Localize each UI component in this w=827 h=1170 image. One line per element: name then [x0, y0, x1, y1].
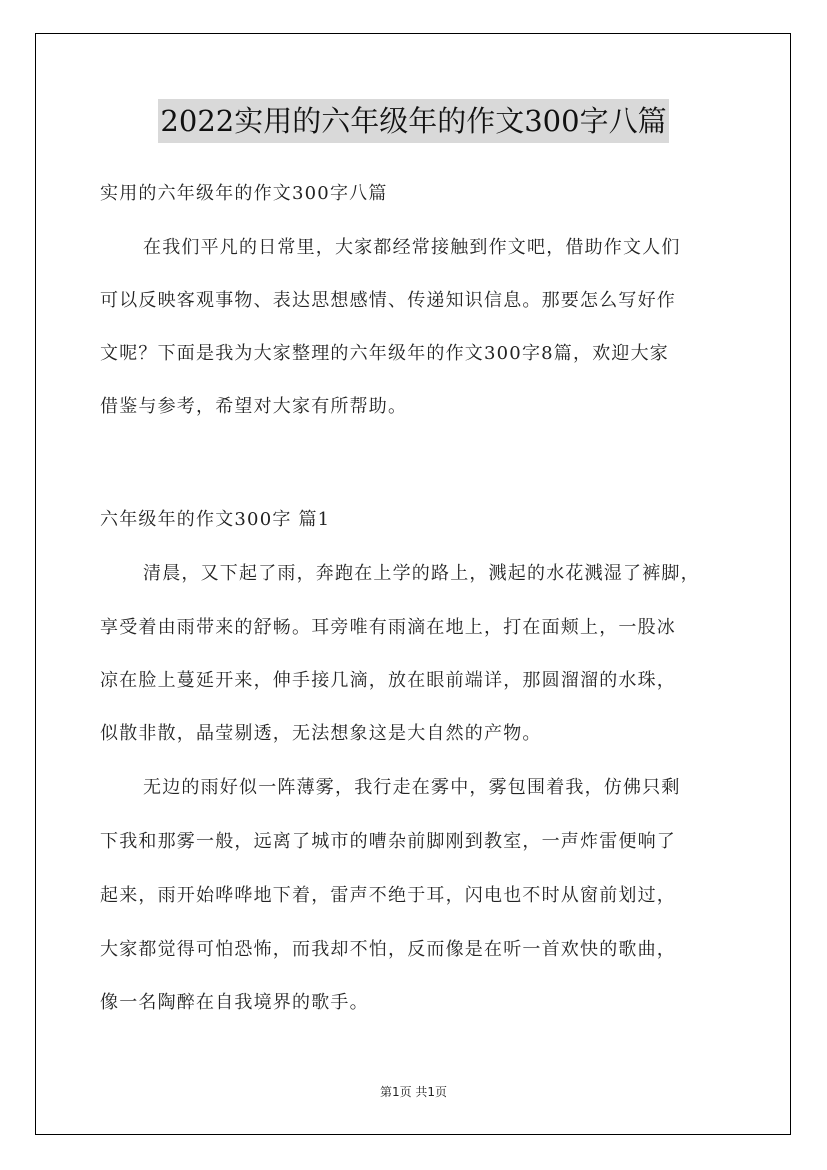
paragraph-line: 凉在脸上蔓延开来，伸手接几滴，放在眼前端详，那圆溜溜的水珠，	[100, 670, 676, 691]
paragraph-line: 清晨，又下起了雨，奔跑在上学的路上，溅起的水花溅湿了裤脚，	[143, 563, 700, 584]
intro-line: 借鉴与参考，希望对大家有所帮助。	[100, 396, 408, 417]
section-heading: 六年级年的作文300字 篇1	[100, 509, 331, 530]
paragraph-line: 享受着由雨带来的舒畅。耳旁唯有雨滴在地上，打在面颊上，一股冰	[100, 617, 676, 638]
paragraph-line: 起来，雨开始哗哗地下着，雷声不绝于耳，闪电也不时从窗前划过，	[100, 885, 676, 906]
document-title: 2022实用的六年级年的作文300字八篇	[158, 99, 668, 143]
subtitle: 实用的六年级年的作文300字八篇	[100, 183, 388, 204]
paragraph-line: 似散非散，晶莹剔透，无法想象这是大自然的产物。	[100, 723, 542, 744]
paragraph-line: 无边的雨好似一阵薄雾，我行走在雾中，雾包围着我，仿佛只剩	[143, 777, 681, 798]
paragraph-line: 下我和那雾一般，远离了城市的嘈杂前脚刚到教室，一声炸雷便响了	[100, 831, 676, 852]
paragraph-line: 像一名陶醉在自我境界的歌手。	[100, 992, 369, 1013]
page-footer: 第1页 共1页	[379, 1085, 448, 1099]
intro-line: 在我们平凡的日常里，大家都经常接触到作文吧，借助作文人们	[143, 237, 681, 258]
title-container	[0, 99, 827, 143]
paragraph-line: 大家都觉得可怕恐怖，而我却不怕，反而像是在听一首欢快的歌曲，	[100, 939, 676, 960]
intro-line: 可以反映客观事物、表达思想感情、传递知识信息。那要怎么写好作	[100, 290, 676, 311]
intro-line: 文呢？下面是我为大家整理的六年级年的作文300字8篇，欢迎大家	[100, 343, 670, 364]
